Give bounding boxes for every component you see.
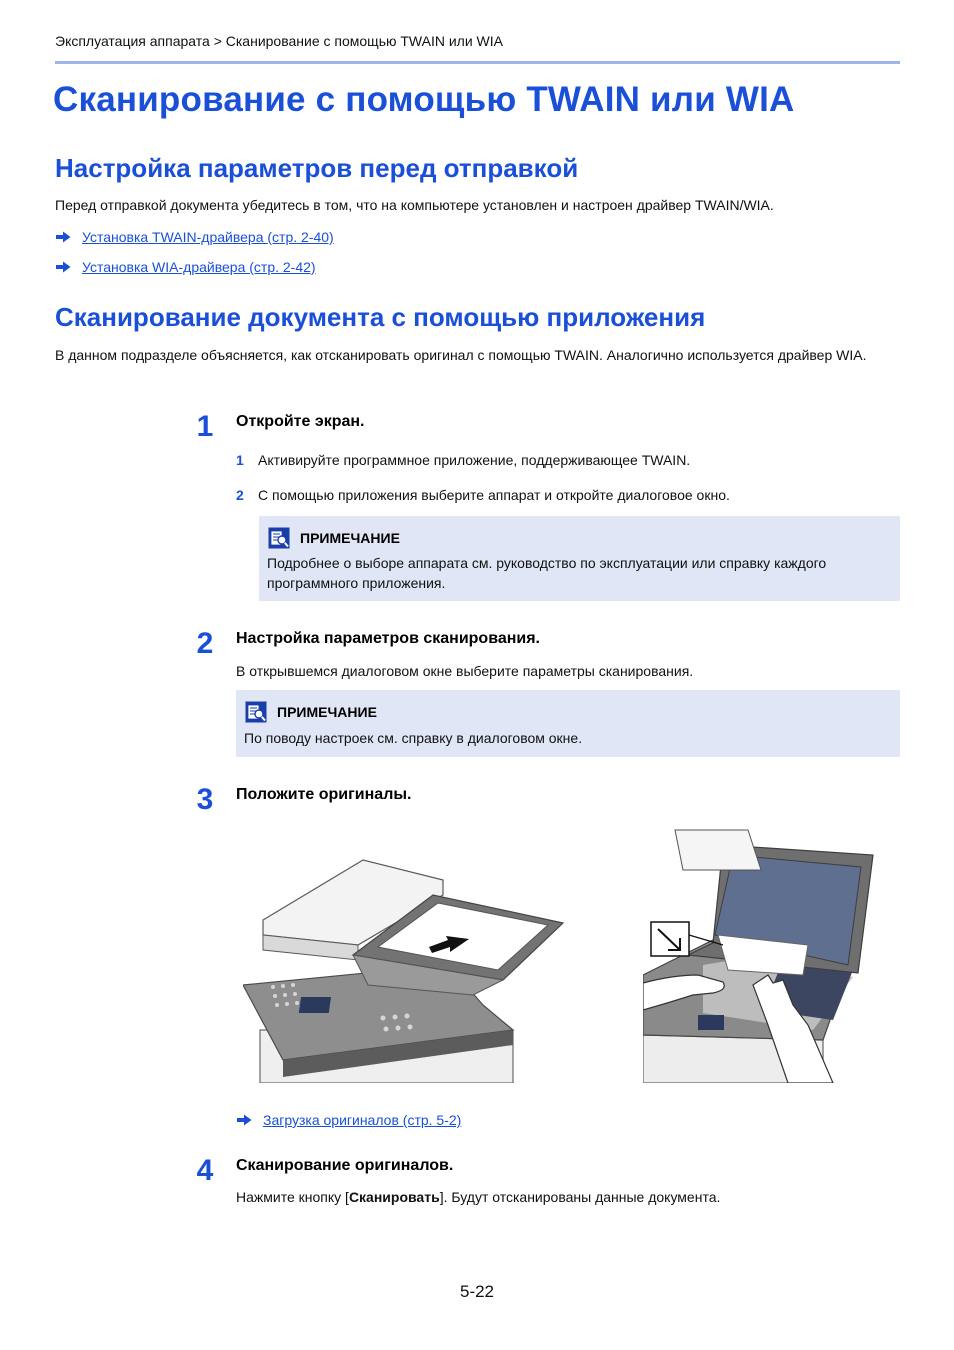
note-box [236, 690, 900, 757]
note-box [259, 516, 900, 601]
arrow-right-icon [55, 261, 71, 273]
step-title: Настройка параметров сканирования. [236, 630, 540, 647]
substep-number: 2 [236, 487, 244, 503]
arrow-right-icon [55, 231, 71, 243]
note-icon [268, 527, 290, 549]
step-number: 1 [196, 410, 214, 443]
link-load-originals-text[interactable]: Загрузка оригиналов (стр. 5-2) [263, 1112, 462, 1128]
note-header [245, 701, 377, 723]
printer-feeder-illustration [243, 855, 565, 1083]
substep-number: 1 [236, 452, 244, 468]
link-twain-driver[interactable] [55, 227, 334, 247]
step-text-before: Нажмите кнопку [ [236, 1189, 349, 1205]
section-heading-scan-app: Сканирование документа с помощью приложения [55, 302, 706, 332]
substep-text: Активируйте программное приложение, поддерживающее TWAIN. [258, 452, 691, 468]
note-text: По поводу настроек см. справку в диалоговом окне. [244, 730, 583, 746]
note-header [268, 527, 400, 549]
step-text [236, 1187, 720, 1207]
scan-key-label: Сканировать [348, 1189, 440, 1205]
note-text: Подробнее о выборе аппарата см. руководство по эксплуатации или справку каждого программного приложения. [267, 555, 827, 591]
step-number: 4 [196, 1154, 214, 1187]
step-title: Положите оригиналы. [236, 786, 412, 803]
page-number: 5-22 [459, 1282, 495, 1301]
step-number: 2 [196, 627, 214, 660]
header-divider [55, 61, 900, 64]
note-label: ПРИМЕЧАНИЕ [300, 530, 400, 546]
section-scan-app-text: В данном подразделе объясняется, как отсканировать оригинал с помощью TWAIN. Аналогично используется драйвер WIA. [55, 347, 867, 363]
link-twain-driver-text[interactable]: Установка TWAIN-драйвера (стр. 2-40) [82, 229, 334, 245]
page-title: Сканирование с помощью TWAIN или WIA [53, 80, 795, 119]
printer-platen-illustration [643, 825, 880, 1083]
substep [236, 452, 690, 468]
step-number: 3 [196, 783, 214, 816]
step-text-after: ]. Будут отсканированы данные документа. [439, 1189, 721, 1205]
note-icon [245, 701, 267, 723]
substep [236, 487, 730, 503]
breadcrumb: Эксплуатация аппарата > Сканирование с помощью TWAIN или WIA [55, 33, 503, 49]
section-heading-settings: Настройка параметров перед отправкой [55, 153, 579, 183]
note-label: ПРИМЕЧАНИЕ [277, 704, 377, 720]
step-title: Откройте экран. [236, 413, 365, 430]
link-load-originals[interactable] [236, 1110, 461, 1130]
step-title: Сканирование оригиналов. [236, 1157, 454, 1174]
substep-text: С помощью приложения выберите аппарат и откройте диалоговое окно. [258, 487, 730, 503]
link-wia-driver[interactable] [55, 257, 316, 277]
section-settings-text: Перед отправкой документа убедитесь в том, что на компьютере установлен и настроен драйвер TWAIN/WIA. [55, 197, 774, 213]
step-text: В открывшемся диалоговом окне выберите параметры сканирования. [236, 663, 694, 679]
link-wia-driver-text[interactable]: Установка WIA-драйвера (стр. 2-42) [82, 259, 316, 275]
arrow-right-icon [236, 1114, 252, 1126]
